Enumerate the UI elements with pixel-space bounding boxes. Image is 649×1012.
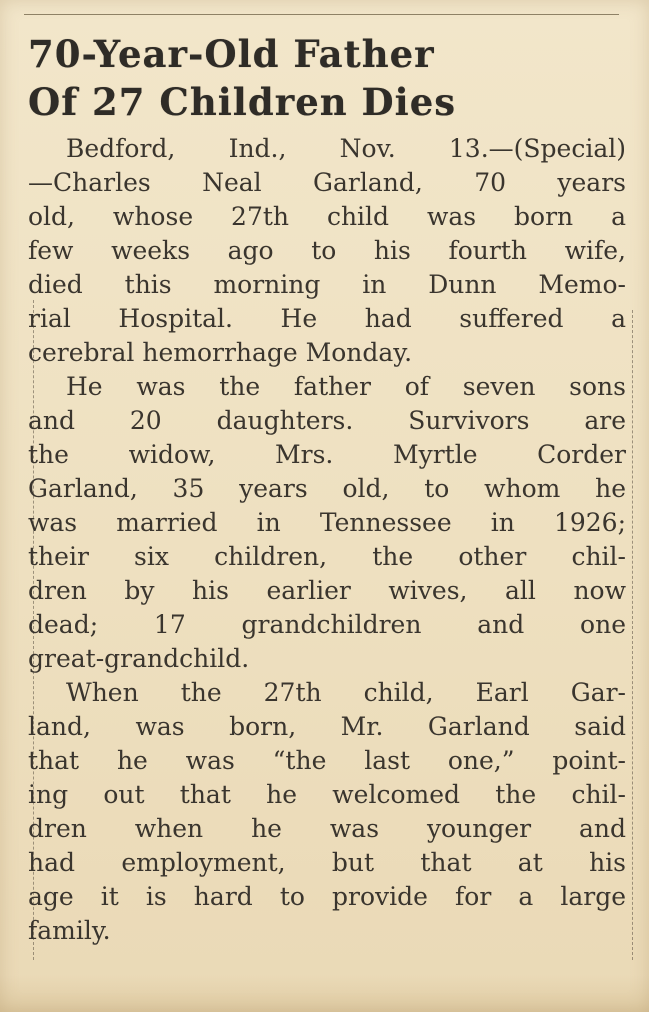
body-line: the widow, Mrs. Myrtle Corder	[28, 440, 626, 469]
body-line: dead; 17 grandchildren and one	[28, 610, 626, 639]
body-line: dren by his earlier wives, all now	[28, 576, 626, 605]
paragraph-1	[28, 132, 626, 370]
headline-line-1: 70-Year-Old Father	[28, 32, 435, 76]
body-line: was married in Tennessee in 1926;	[28, 508, 626, 537]
body-line: had employment, but that at his	[28, 848, 626, 877]
body-line: great-grandchild.	[28, 644, 250, 673]
body-line: Bedford, Ind., Nov. 13.—(Special)	[66, 134, 626, 163]
right-column-rule	[632, 310, 633, 960]
body-line: —Charles Neal Garland, 70 years	[28, 168, 626, 197]
body-line: and 20 daughters. Survivors are	[28, 406, 626, 435]
article	[28, 30, 626, 948]
body-line: that he was “the last one,” point-	[28, 746, 626, 775]
body-line: He was the father of seven sons	[66, 372, 626, 401]
body-line: old, whose 27th child was born a	[28, 202, 626, 231]
body-line: few weeks ago to his fourth wife,	[28, 236, 626, 265]
body-line: cerebral hemorrhage Monday.	[28, 338, 413, 367]
body-line: ing out that he welcomed the chil-	[28, 780, 626, 809]
body-line: rial Hospital. He had suffered a	[28, 304, 626, 333]
body-line: land, was born, Mr. Garland said	[28, 712, 626, 741]
body-line: When the 27th child, Earl Gar-	[66, 678, 626, 707]
headline	[28, 30, 626, 126]
body-line: Garland, 35 years old, to whom he	[28, 474, 626, 503]
top-column-rule	[24, 14, 619, 15]
paper-bottom-edge	[0, 975, 649, 1012]
article-body	[28, 132, 626, 948]
body-line: died this morning in Dunn Memo-	[28, 270, 626, 299]
body-line: their six children, the other chil-	[28, 542, 626, 571]
paragraph-3	[28, 676, 626, 948]
body-line: dren when he was younger and	[28, 814, 626, 843]
paragraph-2	[28, 370, 626, 676]
body-line: age it is hard to provide for a large	[28, 882, 626, 911]
body-line: family.	[28, 916, 111, 945]
headline-line-2: Of 27 Children Dies	[28, 80, 457, 124]
